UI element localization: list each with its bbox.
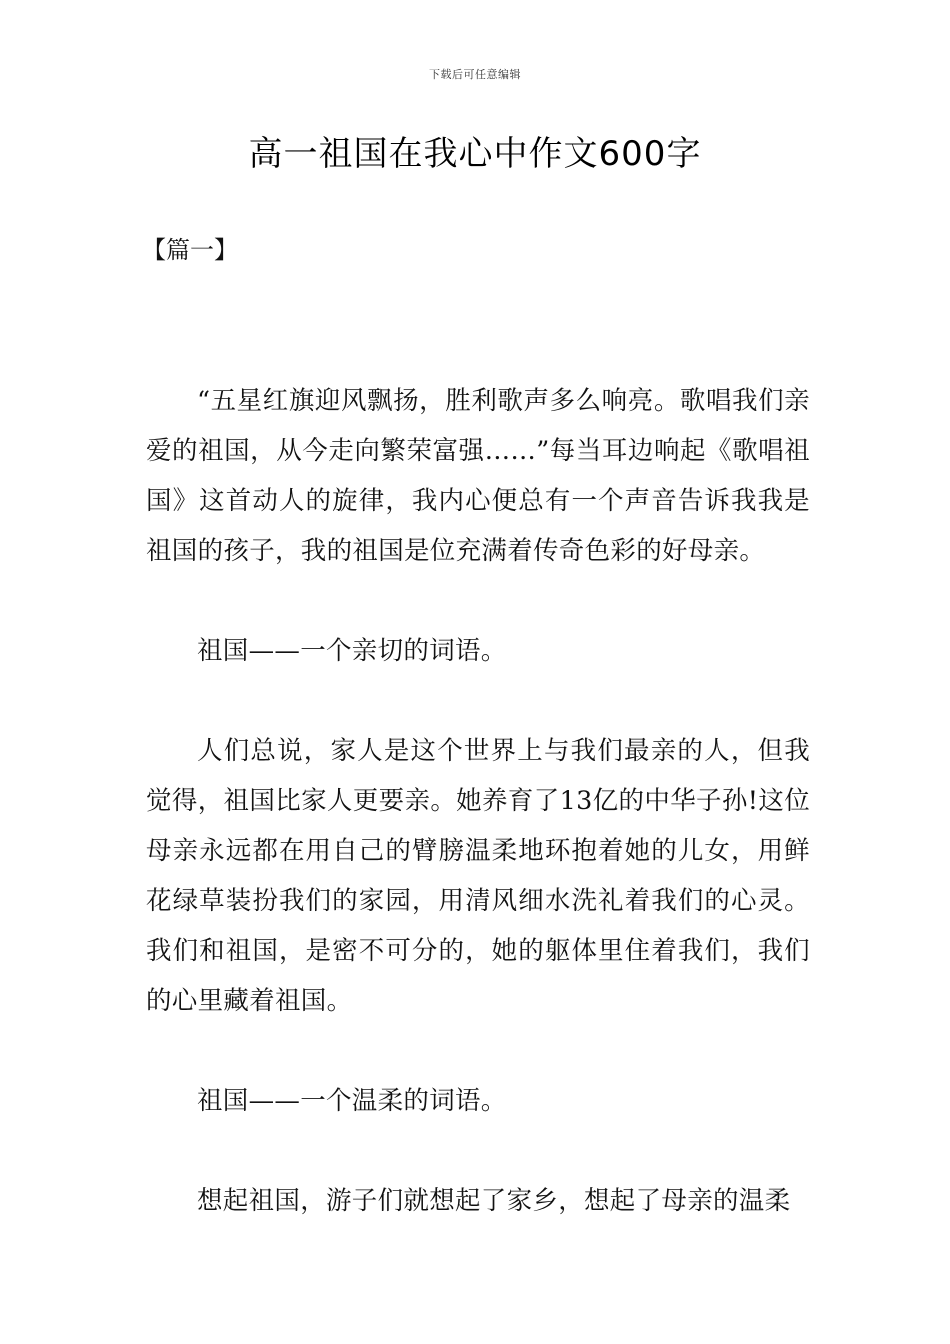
paragraph-1: “五星红旗迎风飘扬，胜利歌声多么响亮。歌唱我们亲爱的祖国，从今走向繁荣富强……”每当耳边响起《歌唱祖国》这首动人的旋律，我内心便总有一个声音告诉我我是祖国的孩子，我的祖国是位充满着传奇色彩的好母亲。 (146, 386, 810, 566)
paragraph-gap (146, 576, 810, 626)
header-note: 下载后可任意编辑 (429, 68, 521, 81)
paragraph-gap (146, 1026, 810, 1076)
paragraph-4: 祖国——一个温柔的词语。 (197, 1086, 507, 1116)
paragraph-2: 祖国——一个亲切的词语。 (197, 636, 507, 666)
document-body (146, 376, 810, 1226)
paragraph-gap (146, 676, 810, 726)
page-title: 高一祖国在我心中作文600字 (248, 134, 702, 174)
paragraph-3: 人们总说，家人是这个世界上与我们最亲的人，但我觉得，祖国比家人更要亲。她养育了13亿的中华子孙!这位母亲永远都在用自己的臂膀温柔地环抱着她的儿女，用鲜花绿草装扮我们的家园，用清风细水洗礼着我们的心灵。我们和祖国，是密不可分的，她的躯体里住着我们，我们的心里藏着祖国。 (146, 736, 810, 1016)
paragraph-5: 想起祖国，游子们就想起了家乡，想起了母亲的温柔 (197, 1186, 791, 1216)
paragraph-gap (146, 1126, 810, 1176)
section-label: 【篇一】 (142, 236, 238, 264)
